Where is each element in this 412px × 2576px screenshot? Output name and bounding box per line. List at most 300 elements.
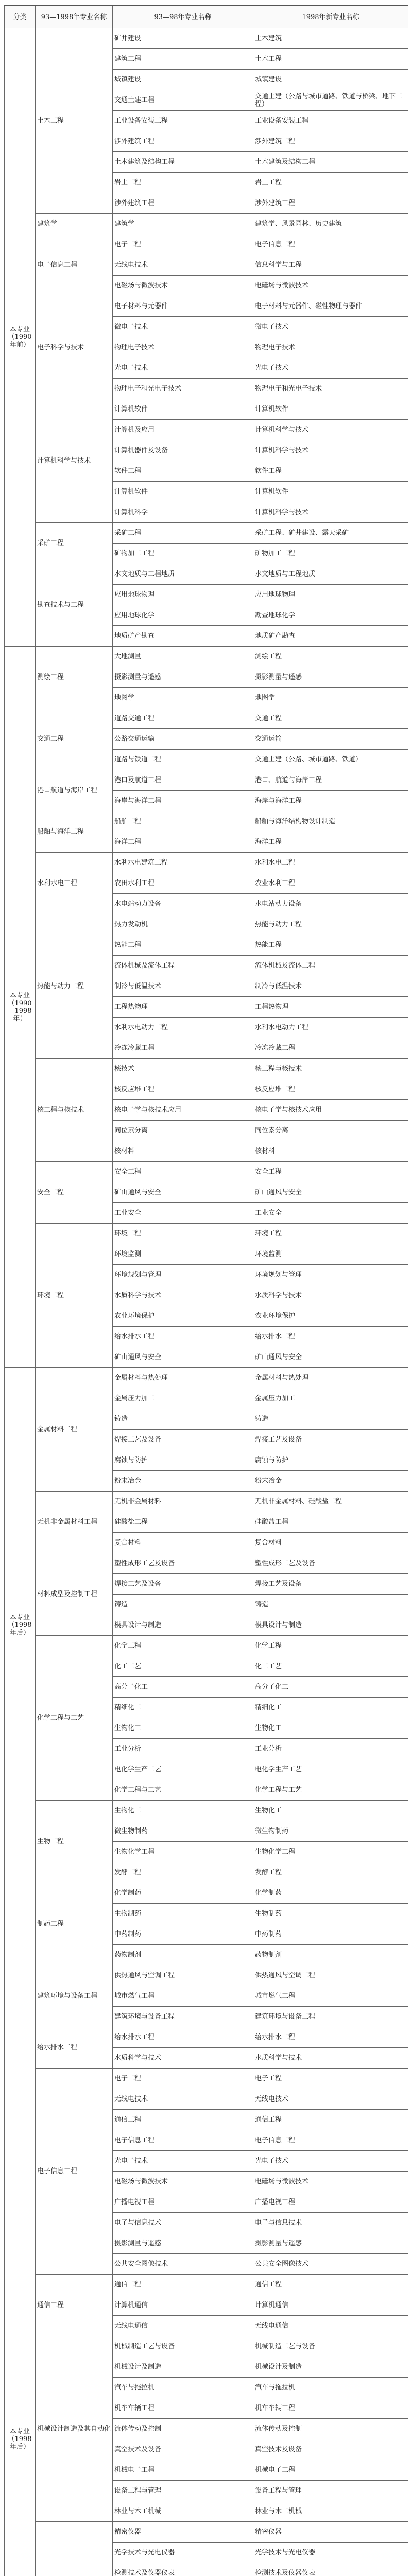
table-row (5, 708, 408, 729)
old-major-cell: 摄影测量与遥感 (113, 667, 253, 688)
new-major-cell: 矿山通风与安全 (253, 1347, 408, 1368)
old-major-cell: 岩土工程 (113, 173, 253, 193)
new-major-cell: 计算机科学与技术 (253, 502, 408, 523)
old-major-cell: 同位素分离 (113, 1121, 253, 1141)
old-major-cell: 林业与木工机械 (113, 2501, 253, 2522)
old-major-cell: 通信工程 (113, 2110, 253, 2130)
new-major-cell: 环境监测 (253, 1244, 408, 1265)
category-cell: 本专业（1990年前） (5, 28, 36, 647)
major-name-cell: 机械设计制造及其自动化 (36, 2336, 113, 2522)
old-major-cell: 船舶工程 (113, 811, 253, 832)
new-major-cell: 岩土工程 (253, 173, 408, 193)
major-name-cell: 给水排水工程 (36, 2027, 113, 2069)
old-major-cell: 计算机科学 (113, 502, 253, 523)
old-major-cell: 计算机及应用 (113, 420, 253, 440)
new-major-cell: 计算机科学与技术 (253, 440, 408, 461)
old-major-cell: 地图学 (113, 688, 253, 708)
old-major-cell: 公路交通运输 (113, 729, 253, 750)
new-major-cell: 核工程与核技术 (253, 1059, 408, 1079)
old-major-cell: 塑性成形工艺及设备 (113, 1553, 253, 1574)
table-row (5, 1553, 408, 1574)
old-major-cell: 矿山通风与安全 (113, 1347, 253, 1368)
new-major-cell: 摄影测量与遥感 (253, 2233, 408, 2254)
old-major-cell: 无机非金属材料 (113, 1492, 253, 1512)
new-major-cell: 化学制药 (253, 1883, 408, 1904)
new-major-cell: 环境工程 (253, 1224, 408, 1244)
new-major-cell: 核反应堆工程 (253, 1079, 408, 1100)
old-major-cell: 水电站动力设备 (113, 894, 253, 914)
major-name-cell: 电子科学与技术 (36, 296, 113, 399)
new-major-cell: 化学工程与工艺 (253, 1780, 408, 1801)
new-major-cell: 地图学 (253, 688, 408, 708)
table-header-row (5, 6, 408, 28)
new-major-cell: 计算机软件 (253, 399, 408, 420)
old-major-cell: 通信工程 (113, 2275, 253, 2295)
old-major-cell: 矿山通风与安全 (113, 1182, 253, 1203)
new-major-cell: 铸造 (253, 1595, 408, 1615)
old-major-cell: 水质科学与技术 (113, 2048, 253, 2069)
new-major-cell: 应用地球物理 (253, 585, 408, 605)
table-row (5, 1883, 408, 1904)
old-major-cell: 机械设计及制造 (113, 2357, 253, 2378)
major-mapping-table (4, 6, 408, 2576)
new-major-cell: 化工工艺 (253, 1656, 408, 1677)
old-major-cell: 环境监测 (113, 1244, 253, 1265)
new-major-cell: 建筑环境与设备工程 (253, 2007, 408, 2027)
old-major-cell: 化学工程 (113, 1636, 253, 1656)
table-row (5, 1492, 408, 1512)
new-major-cell: 海岸与海洋工程 (253, 791, 408, 811)
old-major-cell: 软件工程 (113, 461, 253, 482)
new-major-cell: 生物制药 (253, 1904, 408, 1924)
old-major-cell: 化学制药 (113, 1883, 253, 1904)
new-major-cell: 水质科学与技术 (253, 2048, 408, 2069)
major-name-cell: 无机非金属材料工程 (36, 1492, 113, 1553)
old-major-cell: 模具设计与制造 (113, 1615, 253, 1636)
old-major-cell: 机械电子工程 (113, 2460, 253, 2481)
old-major-cell: 生物化学工程 (113, 1842, 253, 1862)
major-name-cell: 建筑学 (36, 214, 113, 234)
old-major-cell: 工业安全 (113, 1203, 253, 1224)
new-major-cell: 焊接工艺及设备 (253, 1430, 408, 1450)
new-major-cell: 物理电子和光电子技术 (253, 379, 408, 399)
old-major-cell: 精密仪器 (113, 2522, 253, 2543)
table-row (5, 1801, 408, 1821)
new-major-cell: 药物制剂 (253, 1945, 408, 1965)
old-major-cell: 海岸与海洋工程 (113, 791, 253, 811)
new-major-cell: 流体机械及流体工程 (253, 956, 408, 976)
new-major-cell: 生物化学工程 (253, 1842, 408, 1862)
table-row (5, 1636, 408, 1656)
old-major-cell: 药物制剂 (113, 1945, 253, 1965)
old-major-cell: 工业分析 (113, 1739, 253, 1759)
old-major-cell: 公共安全图像技术 (113, 2254, 253, 2275)
major-name-cell: 金属材料工程 (36, 1368, 113, 1492)
new-major-cell: 硅酸盐工程 (253, 1512, 408, 1533)
table-row (5, 647, 408, 667)
new-major-cell: 塑性成形工艺及设备 (253, 1553, 408, 1574)
table-row (5, 811, 408, 832)
new-major-cell: 真空技术及设备 (253, 2439, 408, 2460)
old-major-cell: 大地测量 (113, 647, 253, 667)
old-major-cell: 中药制药 (113, 1924, 253, 1945)
old-major-cell: 核反应堆工程 (113, 1079, 253, 1100)
table-row (5, 234, 408, 255)
old-major-cell: 发酵工程 (113, 1862, 253, 1883)
new-major-cell: 电子材料与元器件、磁性物理与器件 (253, 296, 408, 317)
new-major-cell: 工程热物理 (253, 997, 408, 1018)
new-major-cell: 工业分析 (253, 1739, 408, 1759)
old-major-cell: 工业设备安装工程 (113, 111, 253, 131)
category-cell: 本专业（1998年后） (5, 1368, 36, 1883)
old-major-cell: 道路与铁道工程 (113, 750, 253, 770)
old-major-cell: 生物化工 (113, 1718, 253, 1739)
new-major-cell: 船舶与海洋结构物设计制造 (253, 811, 408, 832)
new-major-cell: 金属压力加工 (253, 1388, 408, 1409)
new-major-cell: 电子与信息技术 (253, 2213, 408, 2233)
old-major-cell: 精细化工 (113, 1698, 253, 1718)
major-name-cell: 港口航道与海岸工程 (36, 770, 113, 811)
new-major-cell: 水文地质与工程地质 (253, 564, 408, 585)
new-major-cell: 勘查地球化学 (253, 605, 408, 626)
new-major-cell: 给水排水工程 (253, 1327, 408, 1347)
new-major-cell: 城镇建设 (253, 70, 408, 90)
major-name-cell: 水利水电工程 (36, 853, 113, 914)
old-major-cell: 电子材料与元器件 (113, 296, 253, 317)
old-major-cell: 矿井建设 (113, 28, 253, 49)
major-name-cell: 建筑环境与设备工程 (36, 1965, 113, 2027)
old-major-cell: 环境规划与管理 (113, 1265, 253, 1285)
old-major-cell: 核材料 (113, 1141, 253, 1162)
old-major-cell: 热力发动机 (113, 914, 253, 935)
old-major-cell: 无线电技术 (113, 2089, 253, 2110)
new-major-cell: 生物化工 (253, 1718, 408, 1739)
table-row (5, 853, 408, 873)
old-major-cell: 水利水电建筑工程 (113, 853, 253, 873)
new-major-cell: 检测技术及仪器仪表 (253, 2563, 408, 2576)
old-major-cell: 水质科学与技术 (113, 1285, 253, 1306)
old-major-cell: 土木建筑及结构工程 (113, 152, 253, 173)
old-major-cell: 水利水电动力工程 (113, 1018, 253, 1038)
old-major-cell: 焊接工艺及设备 (113, 1574, 253, 1595)
table-row (5, 2336, 408, 2357)
new-major-cell: 发酵工程 (253, 1862, 408, 1883)
new-major-cell: 电磁场与微波技术 (253, 276, 408, 296)
old-major-cell: 安全工程 (113, 1162, 253, 1182)
major-name-cell: 船舶与海洋工程 (36, 811, 113, 853)
new-major-cell: 机车车辆工程 (253, 2398, 408, 2419)
new-major-cell: 冷冻冷藏工程 (253, 1038, 408, 1059)
new-major-cell: 精密仪器 (253, 2522, 408, 2543)
table-row (5, 2275, 408, 2295)
header-mid-name: 93—98年专业名称 (113, 6, 253, 28)
new-major-cell: 林业与木工机械 (253, 2501, 408, 2522)
table-row (5, 296, 408, 317)
new-major-cell: 城市燃气工程 (253, 1986, 408, 2007)
new-major-cell: 高分子化工 (253, 1677, 408, 1698)
new-major-cell: 土木工程 (253, 49, 408, 70)
table-row (5, 2522, 408, 2543)
new-major-cell: 地质矿产勘查 (253, 626, 408, 647)
new-major-cell: 铸造 (253, 1409, 408, 1430)
old-major-cell: 水文地质与工程地质 (113, 564, 253, 585)
old-major-cell: 计算机软件 (113, 399, 253, 420)
old-major-cell: 矿物加工工程 (113, 544, 253, 564)
old-major-cell: 电化学生产工艺 (113, 1759, 253, 1780)
new-major-cell: 无线电通信 (253, 2316, 408, 2336)
table-row (5, 2069, 408, 2089)
old-major-cell: 汽车与拖拉机 (113, 2378, 253, 2398)
old-major-cell: 计算机软件 (113, 482, 253, 502)
new-major-cell: 电子工程 (253, 2069, 408, 2089)
new-major-cell: 计算机通信 (253, 2295, 408, 2316)
old-major-cell: 金属压力加工 (113, 1388, 253, 1409)
major-name-cell: 测绘工程 (36, 647, 113, 708)
new-major-cell: 安全工程 (253, 1162, 408, 1182)
new-major-cell: 农业环境保护 (253, 1306, 408, 1327)
header-new-name: 1998年新专业名称 (253, 6, 408, 28)
table-row (5, 523, 408, 544)
table-row (5, 1162, 408, 1182)
new-major-cell: 涉外建筑工程 (253, 193, 408, 214)
new-major-cell: 电磁场与微波技术 (253, 2172, 408, 2192)
new-major-cell: 生物化工 (253, 1801, 408, 1821)
new-major-cell: 工业设备安装工程 (253, 111, 408, 131)
new-major-cell: 电子信息工程 (253, 2130, 408, 2151)
old-major-cell: 无线电技术 (113, 255, 253, 276)
old-major-cell: 交通土建工程 (113, 90, 253, 111)
new-major-cell: 广播电视工程 (253, 2192, 408, 2213)
old-major-cell: 无线电通信 (113, 2316, 253, 2336)
old-major-cell: 粉末冶金 (113, 1471, 253, 1492)
new-major-cell: 土木建筑及结构工程 (253, 152, 408, 173)
major-name-cell: 土木工程 (36, 28, 113, 214)
old-major-cell: 工程热物理 (113, 997, 253, 1018)
old-major-cell: 供热通风与空调工程 (113, 1965, 253, 1986)
new-major-cell: 电子信息工程 (253, 234, 408, 255)
old-major-cell: 微生物制药 (113, 1821, 253, 1842)
new-major-cell: 水利水电动力工程 (253, 1018, 408, 1038)
table-row (5, 214, 408, 234)
old-major-cell: 电磁场与微波技术 (113, 2172, 253, 2192)
old-major-cell: 电子信息工程 (113, 2130, 253, 2151)
new-major-cell: 电化学生产工艺 (253, 1759, 408, 1780)
old-major-cell: 生物制药 (113, 1904, 253, 1924)
new-major-cell: 光电子技术 (253, 358, 408, 379)
major-name-cell: 安全工程 (36, 1162, 113, 1224)
new-major-cell: 交通运输 (253, 729, 408, 750)
old-major-cell: 电子与信息技术 (113, 2213, 253, 2233)
old-major-cell: 计算机通信 (113, 2295, 253, 2316)
old-major-cell: 建筑学 (113, 214, 253, 234)
old-major-cell: 金属材料与热处理 (113, 1368, 253, 1388)
major-name-cell: 交通工程 (36, 708, 113, 770)
table-row (5, 564, 408, 585)
old-major-cell: 微电子技术 (113, 317, 253, 337)
old-major-cell: 焊接工艺及设备 (113, 1430, 253, 1450)
old-major-cell: 复合材料 (113, 1533, 253, 1553)
new-major-cell: 水电站动力设备 (253, 894, 408, 914)
new-major-cell: 涉外建筑工程 (253, 131, 408, 152)
category-cell: 本专业（1990—1998年） (5, 647, 36, 1368)
old-major-cell: 农田水利工程 (113, 873, 253, 894)
major-name-cell (36, 2522, 113, 2576)
old-major-cell: 涉外建筑工程 (113, 193, 253, 214)
new-major-cell: 热能与动力工程 (253, 914, 408, 935)
major-name-cell: 热能与动力工程 (36, 914, 113, 1059)
old-major-cell: 机械制造工艺与设备 (113, 2336, 253, 2357)
new-major-cell: 同位素分离 (253, 1121, 408, 1141)
major-name-cell: 材料成型及控制工程 (36, 1553, 113, 1636)
old-major-cell: 电子工程 (113, 2069, 253, 2089)
old-major-cell: 光学技术与光电仪器 (113, 2543, 253, 2563)
new-major-cell: 交通工程 (253, 708, 408, 729)
old-major-cell: 建筑环境与设备工程 (113, 2007, 253, 2027)
old-major-cell: 给水排水工程 (113, 2027, 253, 2048)
table-row (5, 1965, 408, 1986)
old-major-cell: 核电子学与核技术应用 (113, 1100, 253, 1121)
old-major-cell: 腐蚀与防护 (113, 1450, 253, 1471)
old-major-cell: 生物化工 (113, 1801, 253, 1821)
category-cell: 本专业（1998年后） (5, 1883, 36, 2576)
old-major-cell: 电磁场与微波技术 (113, 276, 253, 296)
old-major-cell: 化工工艺 (113, 1656, 253, 1677)
new-major-cell: 模具设计与制造 (253, 1615, 408, 1636)
new-major-cell: 水质科学与技术 (253, 1285, 408, 1306)
table-row (5, 914, 408, 935)
old-major-cell: 铸造 (113, 1595, 253, 1615)
old-major-cell: 检测技术及仪器仪表 (113, 2563, 253, 2576)
old-major-cell: 光电子技术 (113, 358, 253, 379)
new-major-cell: 矿物加工工程 (253, 544, 408, 564)
old-major-cell: 制冷与低温技术 (113, 976, 253, 997)
new-major-cell: 计算机软件 (253, 482, 408, 502)
new-major-cell: 海洋工程 (253, 832, 408, 853)
new-major-cell: 土木建筑 (253, 28, 408, 49)
old-major-cell: 应用地球物理 (113, 585, 253, 605)
old-major-cell: 冷冻冷藏工程 (113, 1038, 253, 1059)
old-major-cell: 广播电视工程 (113, 2192, 253, 2213)
new-major-cell: 核材料 (253, 1141, 408, 1162)
major-name-cell: 核工程与核技术 (36, 1059, 113, 1162)
old-major-cell: 硅酸盐工程 (113, 1512, 253, 1533)
new-major-cell: 金属材料与热处理 (253, 1368, 408, 1388)
new-major-cell: 交通土建（公路与城市道路、铁道与桥梁、地下工程） (253, 90, 408, 111)
major-name-cell: 生物工程 (36, 1801, 113, 1883)
new-major-cell: 通信工程 (253, 2275, 408, 2295)
new-major-cell: 机械制造工艺与设备 (253, 2336, 408, 2357)
new-major-cell: 港口、航道与海岸工程 (253, 770, 408, 791)
new-major-cell: 公共安全图像技术 (253, 2254, 408, 2275)
major-name-cell: 制药工程 (36, 1883, 113, 1965)
new-major-cell: 信息科学与工程 (253, 255, 408, 276)
old-major-cell: 应用地球化学 (113, 605, 253, 626)
new-major-cell: 化学工程 (253, 1636, 408, 1656)
table-row (5, 1059, 408, 1079)
new-major-cell: 复合材料 (253, 1533, 408, 1553)
new-major-cell: 无机非金属材料、硅酸盐工程 (253, 1492, 408, 1512)
new-major-cell: 通信工程 (253, 2110, 408, 2130)
old-major-cell: 铸造 (113, 1409, 253, 1430)
new-major-cell: 精细化工 (253, 1698, 408, 1718)
old-major-cell: 摄影测量与遥感 (113, 2233, 253, 2254)
major-name-cell: 电子信息工程 (36, 234, 113, 296)
old-major-cell: 机车车辆工程 (113, 2398, 253, 2419)
old-major-cell: 设备工程与管理 (113, 2481, 253, 2501)
old-major-cell: 流体机械及流体工程 (113, 956, 253, 976)
new-major-cell: 中药制药 (253, 1924, 408, 1945)
table-row (5, 399, 408, 420)
old-major-cell: 建筑工程 (113, 49, 253, 70)
table-row (5, 1224, 408, 1244)
old-major-cell: 物理电子技术 (113, 337, 253, 358)
new-major-cell: 设备工程与管理 (253, 2481, 408, 2501)
new-major-cell: 流体传动及控制 (253, 2419, 408, 2439)
table-row (5, 2027, 408, 2048)
table-row (5, 1368, 408, 1388)
old-major-cell: 计算机器件及设备 (113, 440, 253, 461)
new-major-cell: 焊接工艺及设备 (253, 1574, 408, 1595)
old-major-cell: 核技术 (113, 1059, 253, 1079)
major-name-cell: 化学工程与工艺 (36, 1636, 113, 1801)
old-major-cell: 给水排水工程 (113, 1327, 253, 1347)
new-major-cell: 建筑学、风景园林、历史建筑 (253, 214, 408, 234)
header-old-name: 93—1998年专业名称 (36, 6, 113, 28)
new-major-cell: 测绘工程 (253, 647, 408, 667)
new-major-cell: 汽车与拖拉机 (253, 2378, 408, 2398)
old-major-cell: 城市燃气工程 (113, 1986, 253, 2007)
new-major-cell: 微电子技术 (253, 317, 408, 337)
new-major-cell: 物理电子技术 (253, 337, 408, 358)
old-major-cell: 环境工程 (113, 1224, 253, 1244)
old-major-cell: 电子工程 (113, 234, 253, 255)
new-major-cell: 核电子学与核技术应用 (253, 1100, 408, 1121)
new-major-cell: 机械电子工程 (253, 2460, 408, 2481)
new-major-cell: 无线电技术 (253, 2089, 408, 2110)
old-major-cell: 城镇建设 (113, 70, 253, 90)
old-major-cell: 光电子技术 (113, 2151, 253, 2172)
header-category: 分类 (5, 6, 36, 28)
new-major-cell: 环境规划与管理 (253, 1265, 408, 1285)
new-major-cell: 腐蚀与防护 (253, 1450, 408, 1471)
new-major-cell: 热能工程 (253, 935, 408, 956)
old-major-cell: 化学工程与工艺 (113, 1780, 253, 1801)
major-name-cell: 计算机科学与技术 (36, 399, 113, 523)
new-major-cell: 工业安全 (253, 1203, 408, 1224)
new-major-cell: 农业水利工程 (253, 873, 408, 894)
major-name-cell: 电子信息工程 (36, 2069, 113, 2275)
old-major-cell: 物理电子和光电子技术 (113, 379, 253, 399)
new-major-cell: 矿山通风与安全 (253, 1182, 408, 1203)
old-major-cell: 真空技术及设备 (113, 2439, 253, 2460)
new-major-cell: 制冷与低温技术 (253, 976, 408, 997)
new-major-cell: 给水排水工程 (253, 2027, 408, 2048)
new-major-cell: 采矿工程、矿井建设、露天采矿 (253, 523, 408, 544)
old-major-cell: 地质矿产勘查 (113, 626, 253, 647)
new-major-cell: 摄影测量与遥感 (253, 667, 408, 688)
old-major-cell: 采矿工程 (113, 523, 253, 544)
old-major-cell: 道路交通工程 (113, 708, 253, 729)
new-major-cell: 交通土建（公路、城市道路、铁道） (253, 750, 408, 770)
new-major-cell: 机械设计及制造 (253, 2357, 408, 2378)
table-row (5, 770, 408, 791)
new-major-cell: 粉末冶金 (253, 1471, 408, 1492)
old-major-cell: 海洋工程 (113, 832, 253, 853)
new-major-cell: 供热通风与空调工程 (253, 1965, 408, 1986)
new-major-cell: 计算机科学与技术 (253, 420, 408, 440)
old-major-cell: 流体传动及控制 (113, 2419, 253, 2439)
old-major-cell: 涉外建筑工程 (113, 131, 253, 152)
